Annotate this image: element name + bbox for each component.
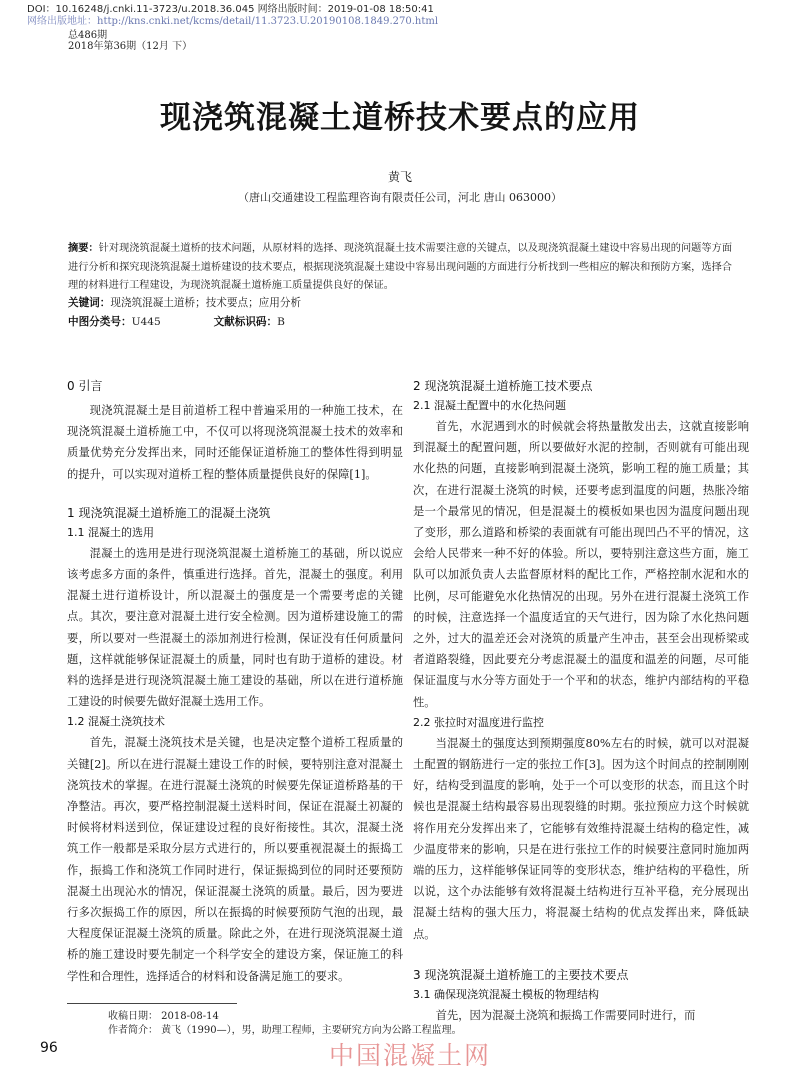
clc-label: 中图分类号：	[68, 316, 132, 328]
article-author: 黄飞	[387, 170, 412, 184]
section-3-1-heading: 3.1 确保现浇筑混凝土模板的物理结构	[413, 987, 599, 1001]
section-0-paragraph: 现浇筑混凝土是目前道桥工程中普遍采用的一种施工技术，在现浇筑混凝土道桥施工中，不仅可以将现浇筑混凝土技术的效率和质量优势充分发挥出来，同时还能保证道桥施工的整体性得到明显的提升，可以实现对道桥工程的整体质量提供良好的保障[1]。	[67, 404, 403, 481]
doc-code-value: B	[277, 316, 285, 328]
section-1-2-paragraph: 首先，混凝土浇筑技术是关键，也是决定整个道桥工程质量的关键[2]。所以在进行混凝土建设工作的时候，要特别注意对混凝土浇筑技术的掌握。在进行混凝土浇筑的时候要先保证道桥路基的干净整洁。再次，要严格控制混凝土送料时间，保证在混凝土初凝的时候将材料送到位，保证建设过程的良好衔接性。其次，混凝土浇筑工作一般都是采取分层方式进行的，所以要重视混凝土的振捣工作，振捣工作和浇筑工作同时进行，保证振捣到位的同时还要预防混凝土出现沁水的情况，保证混凝土浇筑的质量。最后，因为要进行多次振捣工作的原因，所以在振捣的时候要预防气泡的出现，最大程度保证混凝土浇筑的质量。除此之外，在进行现浇筑混凝土道桥的施工建设时要先制定一个科学安全的建设方案，保证施工的科学性和合理性，选择适合的材料和设备满足施工的要求。	[67, 736, 403, 983]
section-2-1-paragraph: 首先，水泥遇到水的时候就会将热量散发出去，这就直接影响到混凝土的配置问题，所以要做好水泥的控制，否则就有可能出现水化热的问题，直接影响到混凝土浇筑，影响工程的施工质量；其次，在进行混凝土浇筑的时候，还要考虑到温度的问题，热胀冷缩是一个最常见的情况，但是混凝土的模板如果也因为温度问题出现了变形，那么道路和桥梁的表面就有可能出现凹凸不平的情况，这会给人民带来一种不好的体验。所以，要特别注意这些方面，施工队可以加派负责人去监督原材料的配比工作，严格控制水泥和水的比例，尽可能避免水化热情况的出现。另外在进行混凝土浇筑工作的时候，注意选择一个温度适宜的天气进行，因为除了水化热问题之外，过大的温差还会对浇筑的质量产生冲击，甚至会出现桥梁或者道路裂缝，因此要充分考虑混凝土的温度和温差的问题，尽可能保证温度与水分等方面处于一个平和的状态，维护内部结构的平稳性。	[413, 420, 749, 709]
classification-line	[68, 315, 285, 330]
issue-total: 总486期	[68, 30, 108, 41]
section-1-2-heading: 1.2 混凝土浇筑技术	[67, 715, 165, 729]
right-column	[413, 376, 749, 1026]
online-url-line	[27, 16, 438, 28]
issue-number: 2018年第36期（12月 下）	[68, 41, 193, 52]
keywords-text: 现浇筑混凝土道桥；技术要点；应用分析	[110, 297, 302, 309]
section-2-1-heading: 2.1 混凝土配置中的水化热问题	[413, 399, 566, 412]
received-date: 收稿日期： 2018-08-14	[108, 1011, 219, 1022]
section-2-heading: 2 现浇筑混凝土道桥施工技术要点	[413, 379, 593, 393]
doi-line: DOI：10.16248/j.cnki.11-3723/u.2018.36.045 网络出版时间：2019-01-08 18:50:41	[27, 4, 434, 15]
section-3-heading: 3 现浇筑混凝土道桥施工的主要技术要点	[413, 967, 629, 982]
author-bio: 作者简介： 黄飞（1990—），男，助理工程师，主要研究方向为公路工程监理。	[108, 1025, 462, 1036]
page-number: 96	[40, 1040, 58, 1056]
url-label: 网络出版地址：	[27, 16, 97, 27]
online-url-link[interactable]: http://kns.cnki.net/kcms/detail/11.3723.U.20190108.1849.270.html	[97, 16, 439, 27]
section-0-heading: 0 引言	[67, 379, 103, 393]
article-affiliation: （唐山交通建设工程监理咨询有限责任公司，河北 唐山 063000）	[238, 191, 562, 204]
abstract	[68, 240, 732, 296]
section-3-1-paragraph: 首先，因为混凝土浇筑和振捣工作需要同时进行，而	[435, 1008, 696, 1022]
doc-code-label: 文献标识码：	[213, 316, 278, 328]
abstract-text: 针对现浇筑混凝土道桥的技术问题，从原材料的选择、现浇筑混凝土技术需要注意的关键点，以及现浇筑混凝土建设中容易出现的问题等方面进行分析和探究现浇筑混凝土道桥建设的技术要点，根据现浇筑混凝土建设中容易出现问题的方面进行分析找到一些相应的解决和预防方案，选择合理的材料进行工程建设，为现浇筑混凝土道桥施工质量提供良好的保证。	[68, 243, 733, 291]
footnote-divider	[67, 1003, 237, 1004]
section-1-heading: 1 现浇筑混凝土道桥施工的混凝土浇筑	[67, 505, 271, 520]
left-column	[67, 376, 403, 987]
section-1-1-heading: 1.1 混凝土的选用	[67, 525, 154, 539]
article-title: 现浇筑混凝土道桥技术要点的应用	[160, 100, 640, 136]
clc-value: U445	[131, 316, 161, 328]
watermark: 中国混凝土网	[329, 1041, 492, 1070]
section-2-2-heading: 2.2 张拉时对温度进行监控	[413, 715, 544, 729]
keywords-line	[68, 296, 301, 311]
section-1-1-paragraph: 混凝土的选用是进行现浇筑混凝土道桥施工的基础，所以说应该考虑多方面的条件，慎重进行选择。首先，混凝土的强度。利用混凝土进行道桥设计，所以混凝土的强度是一个需要考虑的关键点。其次，要注意对混凝土进行安全检测。因为道桥建设施工的需要，所以要对一些混凝土的添加剂进行检测，保证没有任何质量问题，这样就能够保证混凝土的质量，同时也有助于道桥的建设。材料的选择是进行现浇筑混凝土施工建设的基础，所以在进行道桥施工建设的时候要先做好混凝土选用工作。	[67, 546, 403, 709]
section-2-2-paragraph: 当混凝土的强度达到预期强度80%左右的时候，就可以对混凝土配置的钢筋进行一定的张拉工作[3]。因为这个时间点的控制刚刚好，结构受到温度的影响，处于一个可以变形的状态，而且这个时候也是混凝土结构最容易出现裂缝的时期。张拉预应力这个时候就将作用充分发挥出来了，它能够有效维持混凝土结构的稳定性，减少温度带来的影响，只是在进行张拉工作的时候要注意同时施加两端的压力，这样能够保证同等的变形状态，维护结构的平稳性，所以说，这个办法能够有效将混凝土结构进行互补平稳，充分展现出混凝土结构的强大压力，将混凝土结构的优点发挥出来，降低缺点。	[413, 736, 749, 941]
keywords-label: 关键词：	[68, 297, 111, 309]
abstract-label: 摘要：	[68, 243, 99, 254]
